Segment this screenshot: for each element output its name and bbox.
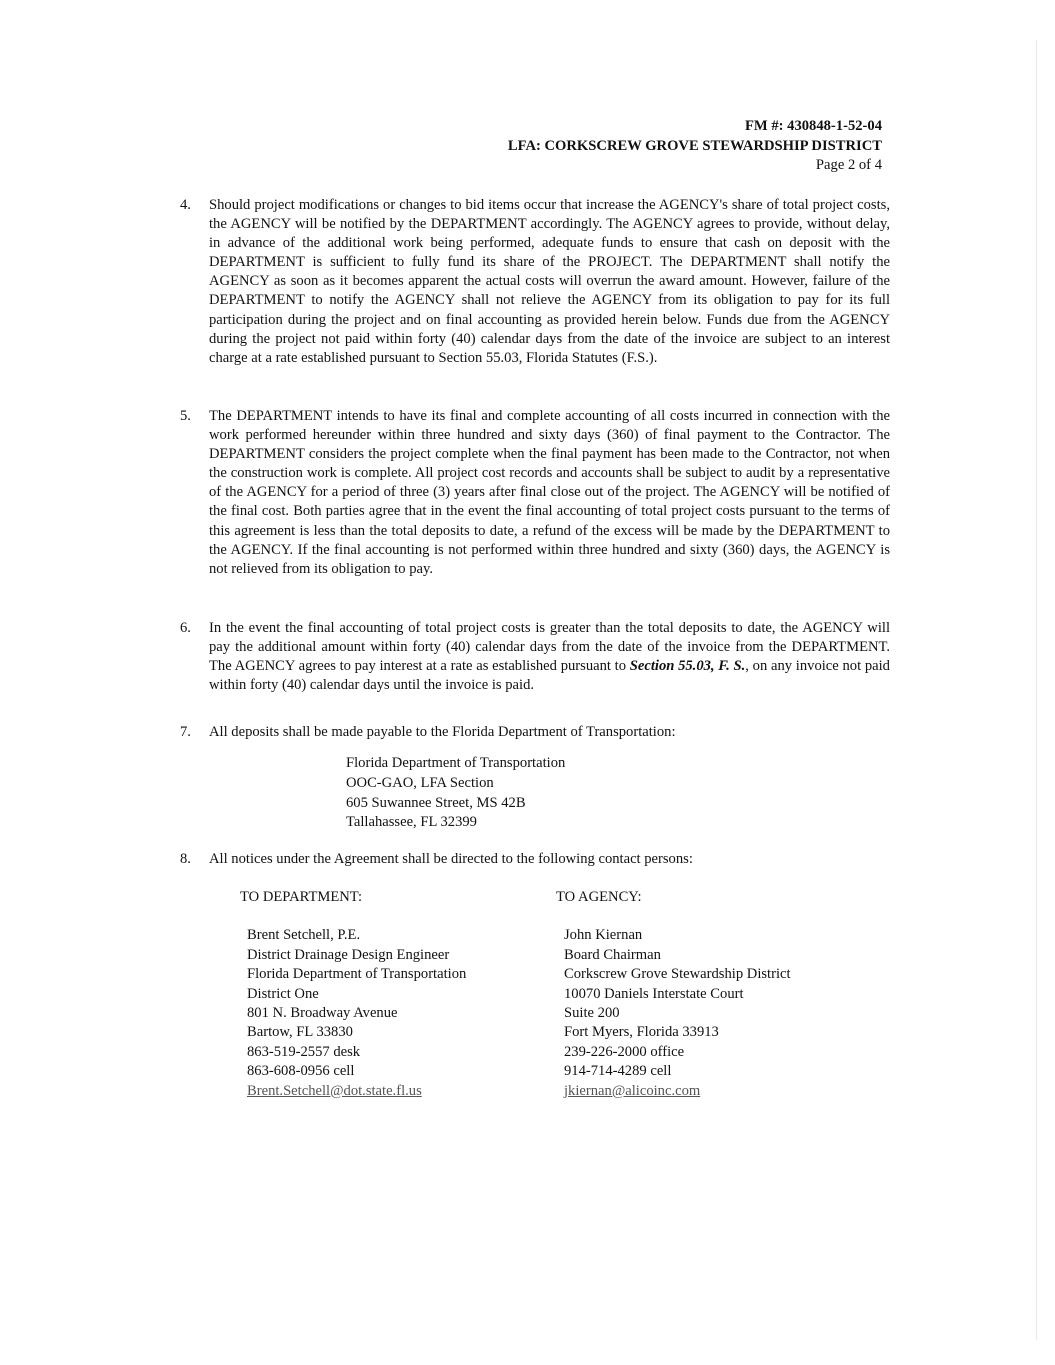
paragraph-text: The DEPARTMENT intends to have its final and complete accounting of all costs incurred in connection with the work performed hereunder within three hundred and sixty days (360) of final payment to the Contractor. The DEPARTMENT considers the project complete when the final payment has been made to the Contractor, not when the construction work is complete. All project cost records and accounts shall be subject to audit by a representative of the AGENCY for a period of three (3) years after final close out of the project. The AGENCY will be notified of the final cost. Both parties agree that in the event the final accounting of total project costs pursuant to the terms of this agreement is less than the total deposits to date, a refund of the excess will be made by the DEPARTMENT to the AGENCY. If the final accounting is not performed within three hundred and sixty (360) days, the AGENCY is not relieved from its obligation to pay.: [209, 408, 890, 577]
contact-line: Board Chairman: [564, 946, 661, 963]
agency-contact-heading: TO AGENCY:: [556, 889, 642, 905]
paragraph-8: [180, 850, 890, 869]
department-contact: [240, 888, 466, 1101]
paragraph-4: [180, 196, 890, 368]
contact-line: 863-519-2557 desk: [247, 1043, 361, 1060]
paragraph-number: 8.: [180, 851, 191, 867]
agency-email-link[interactable]: jkiernan@alicoinc.com: [564, 1082, 701, 1099]
contact-line: Brent Setchell, P.E.: [247, 927, 361, 944]
fm-number: FM #: 430848-1-52-04: [745, 118, 882, 134]
paragraph-number: 7.: [180, 724, 191, 740]
department-contact-lines: [247, 926, 466, 1101]
paragraph-6: [180, 619, 890, 695]
contact-line: John Kiernan: [564, 927, 643, 944]
contact-line: 801 N. Broadway Avenue: [247, 1005, 398, 1022]
scan-edge-line: [1036, 40, 1037, 1340]
contact-line: Florida Department of Transportation: [247, 966, 467, 983]
paragraph-text: All notices under the Agreement shall be directed to the following contact persons:: [209, 851, 693, 867]
agency-contact: [556, 888, 791, 1101]
paragraph-5: [180, 407, 890, 579]
contact-line: Corkscrew Grove Stewardship District: [564, 966, 791, 983]
paragraph-text-end: , on any invoice not paid within forty (40) calendar days until the invoice is paid.: [209, 658, 890, 694]
contact-line: 863-608-0956 cell: [247, 1063, 355, 1080]
page-number: Page 2 of 4: [815, 157, 882, 173]
paragraph-number: 5.: [180, 408, 191, 424]
agency-contact-lines: [564, 926, 791, 1101]
paragraph-text: Should project modifications or changes to bid items occur that increase the AGENCY's share of total project costs, the AGENCY will be notified by the DEPARTMENT accordingly. The AGENCY agrees to provide, without delay, in advance of the additional work being performed, adequate funds to ensure that cash on deposit with the DEPARTMENT is sufficient to fully fund its share of the PROJECT. The DEPARTMENT shall notify the AGENCY as soon as it becomes apparent the actual costs will overrun the award amount. However, failure of the DEPARTMENT to notify the AGENCY shall not relieve the AGENCY from its obligation to pay for its full participation during the project and on final accounting as provided herein below. Funds due from the AGENCY during the project not paid within forty (40) calendar days from the date of the invoice are subject to an interest charge at a rate established pursuant to Section 55.03, Florida Statutes (F.S.).: [209, 197, 890, 366]
statute-reference: Section 55.03, F. S.: [629, 658, 746, 675]
contact-line: Suite 200: [564, 1005, 620, 1022]
address-line: Florida Department of Transportation: [346, 755, 566, 771]
address-line: OOC-GAO, LFA Section: [346, 774, 494, 791]
contact-line: 239-226-2000 office: [564, 1043, 685, 1060]
department-contact-heading: TO DEPARTMENT:: [240, 889, 363, 905]
lfa-title: LFA: CORKSCREW GROVE STEWARDSHIP DISTRICT: [507, 137, 882, 154]
address-line: Tallahassee, FL 32399: [346, 814, 477, 831]
contact-line: 914-714-4289 cell: [564, 1063, 672, 1080]
paragraph-7: [180, 723, 890, 742]
department-email-link[interactable]: Brent.Setchell@dot.state.fl.us: [247, 1082, 422, 1099]
paragraph-text: All deposits shall be made payable to the Florida Department of Transportation:: [209, 724, 676, 740]
address-line: 605 Suwannee Street, MS 42B: [346, 794, 526, 811]
contact-line: District Drainage Design Engineer: [247, 946, 450, 963]
contact-line: 10070 Daniels Interstate Court: [564, 985, 744, 1002]
paragraph-number: 4.: [180, 197, 191, 213]
paragraph-number: 6.: [180, 620, 191, 636]
paragraph-text: [209, 619, 890, 695]
deposit-address: [346, 754, 565, 833]
contact-line: Bartow, FL 33830: [247, 1024, 353, 1041]
contact-line: District One: [247, 985, 319, 1002]
page-header: [508, 117, 882, 176]
contact-line: Fort Myers, Florida 33913: [564, 1024, 719, 1041]
paragraph-text-start: In the event the final accounting of total project costs is greater than the total deposits to date, the AGENCY will pay the additional amount within forty (40) calendar days from the date of the invoice from the DEPARTMENT. The AGENCY agrees to pay interest at a rate as established pursuant to: [209, 620, 890, 675]
